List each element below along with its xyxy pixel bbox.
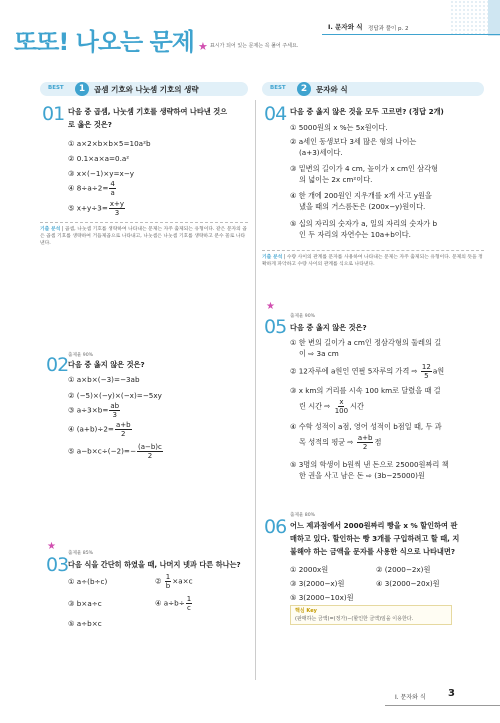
option-1[interactable]: ① 한 변의 길이가 a cm인 정삼각형의 둘레의 길 이 ⇨ 3a cm [290, 338, 442, 358]
frequency-rate: 출제율 80% [290, 513, 315, 518]
corner-tab [488, 0, 500, 36]
star-icon: ★ [266, 301, 275, 312]
footer-rule [385, 705, 500, 706]
best-number: 1 [75, 82, 89, 96]
option-1[interactable]: ① a÷(b÷c) [68, 577, 108, 586]
option-4[interactable]: ④ 8÷a÷2= $\frac{4}{a}$ [68, 180, 115, 197]
question-text: 어느 제과점에서 2000원짜리 빵을 x % 할인하여 판 매하고 있다. 할인하는 빵 3개를 구입하려고 할 때, 지 불해야 하는 금액을 문자를 사용한 식으로 나타내면? [290, 521, 460, 556]
page-title: 또또! 나오는 문제 [14, 28, 194, 56]
option-3[interactable]: ③ b×a÷c [68, 599, 102, 608]
frequency-rate: 출제율 85% [68, 551, 93, 556]
question-text: 다음 중 곱셈, 나눗셈 기호를 생략하여 나타낸 것으 로 옳은 것은? [68, 107, 228, 129]
star-icon: ★ [47, 541, 56, 552]
option-5[interactable]: ⑤ 3(2000−10x)원 [290, 593, 354, 602]
best-title: 문자와 식 [316, 85, 348, 94]
best-label: BEST [48, 85, 64, 91]
option-3[interactable]: ③ x×(−1)×y=x−y [68, 169, 135, 178]
star-icon: ★ [198, 40, 208, 53]
option-5[interactable]: ⑤ 3명의 학생이 b원씩 낸 돈으로 25000원짜리 책 한 권을 사고 남은 돈 ⇨ (3b−25000)원 [290, 460, 449, 480]
best-number: 2 [297, 82, 311, 96]
option-2[interactable]: ② 12자루에 a원인 연필 5자루의 가격 ⇨ $\frac{12}{5}$ a원 [290, 363, 445, 380]
key-hint-box [290, 605, 452, 625]
question-text: 다음 식을 간단히 하였을 때, 나머지 넷과 다른 하나는? [68, 560, 241, 569]
option-4[interactable]: ④ 수학 성적이 a점, 영어 성적이 b점일 때, 두 과 목 성적의 평균 ⇨ $\frac{a+b}{2}$ 점 [290, 422, 442, 451]
best-2-bar [262, 82, 484, 96]
option-4[interactable]: ④ 한 개에 200원인 지우개를 x개 사고 y원을 냈을 때의 거스름돈은 (200x−y)원이다. [290, 191, 432, 211]
option-5[interactable]: ⑤ a÷b×c [68, 619, 102, 628]
question-number: 03 [46, 554, 69, 576]
header-note: 표시가 되어 있는 문제는 꼭 풀어 주세요. [210, 43, 299, 49]
divider [40, 222, 248, 223]
key-hint-tag: 핵심 Key [295, 608, 317, 614]
analysis-note: 기출 분석 | 곱셈, 나눗셈 기호를 생략하여 나타내는 문제는 자주 출제되는 유형이다. 같은 문자의 곱은 곱셈 기호를 생략하여 거듭제곱으로 나타내고, 나눗셈은 나눗셈 기호를 생략하고 분수 꼴로 나타낸다. [40, 227, 247, 246]
key-hint-text: (판매하는 금액)=(정가)−(할인한 금액)임을 이용한다. [295, 616, 414, 622]
option-1[interactable]: ① a×2×b×b×5=10a²b [68, 139, 151, 148]
best-title: 곱셈 기호와 나눗셈 기호의 생략 [94, 85, 199, 94]
option-4[interactable]: ④ (a+b)÷2= $\frac{a+b}{2}$ [68, 421, 131, 438]
frequency-rate: 출제율 90% [290, 314, 315, 319]
question-number: 02 [46, 354, 69, 376]
option-4[interactable]: ④ 3(2000−20x)원 [376, 579, 440, 588]
option-3[interactable]: ③ a÷3×b= $\frac{ab}{3}$ [68, 402, 120, 419]
best-label: BEST [270, 85, 286, 91]
option-3[interactable]: ③ x km의 거리를 시속 100 km로 달렸을 때 걸 린 시간 ⇨ $\frac{x}{100}$ 시간 [290, 386, 441, 415]
option-5[interactable]: ⑤ x+y÷3= $\frac{x+y}{3}$ [68, 200, 125, 217]
option-5[interactable]: ⑤ a−b×c÷(−2)=− $\frac{(a-b)c}{2}$ [68, 443, 162, 460]
option-4[interactable]: ④ a÷b÷ $\frac{1}{c}$ [155, 595, 192, 612]
option-2[interactable]: ② $\frac{1}{b}$ ×a×c [155, 573, 193, 590]
header-rule [322, 34, 500, 35]
option-3[interactable]: ③ 3(2000−x)원 [290, 579, 345, 588]
option-1[interactable]: ① a×b×(−3)=−3ab [68, 375, 140, 384]
option-1[interactable]: ① 2000x원 [290, 565, 329, 574]
chapter-tab: I. 문자와 식 [328, 23, 363, 31]
page-number: 3 [448, 688, 455, 699]
option-3[interactable]: ③ 밑변의 길이가 4 cm, 높이가 x cm인 삼각형 의 넓이는 2x cm²이다. [290, 164, 439, 184]
option-5[interactable]: ⑤ 십의 자리의 숫자가 a, 일의 자리의 숫자가 b 인 두 자리의 자연수는 10a+b이다. [290, 219, 438, 239]
option-1[interactable]: ① 5000원의 x %는 5x원이다. [290, 123, 388, 132]
best-1-bar [40, 82, 248, 96]
option-2[interactable]: ② (−5)×(−y)×(−x)=−5xy [68, 391, 162, 400]
question-number: 06 [264, 516, 287, 538]
frequency-rate: 출제율 90% [68, 353, 93, 358]
divider [262, 250, 484, 251]
answer-reference: 정답과 풀이 p. 2 [368, 26, 409, 32]
question-text: 다음 중 옳지 않은 것은? [290, 323, 367, 332]
option-2[interactable]: ② 0.1×a×a=0.a² [68, 154, 130, 163]
question-number: 05 [264, 316, 287, 338]
option-2[interactable]: ② (2000−2x)원 [376, 565, 431, 574]
column-divider [255, 100, 256, 680]
question-number: 01 [42, 103, 65, 125]
question-text: 다음 중 옳지 않은 것은? [68, 360, 145, 369]
footer-chapter: I. 문자와 식 [395, 694, 426, 701]
question-number: 04 [264, 103, 287, 125]
question-text: 다음 중 옳지 않은 것을 모두 고르면? (정답 2개) [290, 107, 444, 116]
analysis-note: 기출 분석 | 수량 사이의 관계를 문자를 사용하여 나타내는 문제는 자주 출제되는 유형이다. 문제의 뜻을 정확하게 파악하고 수량 사이의 관계를 식으로 나타낸다. [262, 255, 483, 267]
option-2[interactable]: ② a세인 동생보다 3세 많은 형의 나이는 (a+3)세이다. [290, 137, 417, 157]
